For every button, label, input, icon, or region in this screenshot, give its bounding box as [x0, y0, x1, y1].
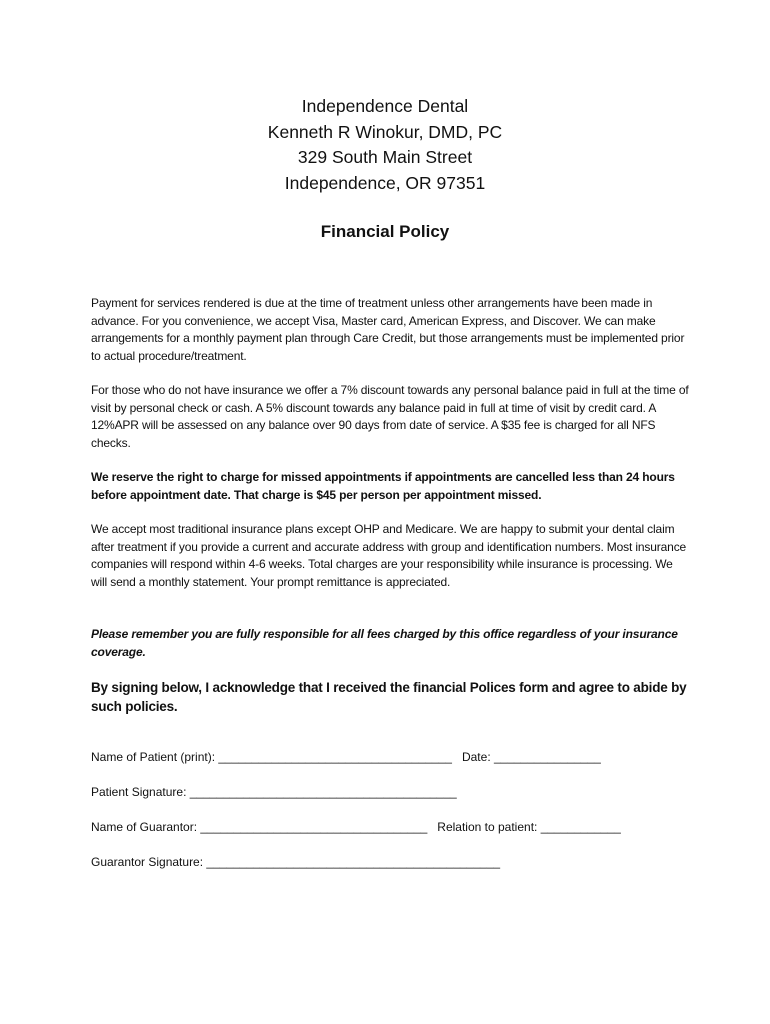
patient-name-field[interactable]: Name of Patient (print): ___________________________________ — [91, 750, 452, 764]
guarantor-name-field[interactable]: Name of Guarantor: __________________________________ — [91, 820, 428, 834]
date-field[interactable]: Date: ________________ — [461, 750, 601, 764]
responsibility-notice: Please remember you are fully responsible for all fees charged by this office regardless of your insurance coverage. — [91, 627, 678, 659]
payment-paragraph: Payment for services rendered is due at the time of treatment unless other arrangements have been made in advance. For you convenience, we accept Visa, Master card, American Express, and Discover. We can make arrangements for a monthly payment plan through Care Credit, but those arrangements must be implemented prior to actual procedure/treatment. — [91, 296, 685, 363]
insurance-paragraph: We accept most traditional insurance plans except OHP and Medicare. We are happy to submit your dental claim after treatment if you provide a current and accurate address with group and identification numbers. Most insurance companies will respond within 4-6 weeks. Total charges are your responsibility while insurance is processing. We will send a monthly statement. Your prompt remittance is appreciated. — [91, 522, 687, 589]
city-state-zip: Independence, OR 97351 — [284, 172, 486, 193]
patient-signature-field[interactable]: Patient Signature: ________________________________________ — [91, 785, 457, 799]
acknowledgement-statement: By signing below, I acknowledge that I received the financial Polices form and agree to abide by such policies. — [91, 680, 687, 714]
guarantor-signature-field[interactable]: Guarantor Signature: ____________________________________________ — [91, 855, 501, 869]
patient-name-row — [91, 750, 601, 764]
missed-appointment-paragraph: We reserve the right to charge for missed appointments if appointments are cancelled less than 24 hours before appointment date. That charge is $45 per person per appointment missed. — [91, 470, 675, 502]
guarantor-name-row — [91, 820, 621, 834]
relation-field[interactable]: Relation to patient: ____________ — [437, 820, 621, 834]
letterhead — [0, 94, 770, 196]
doctor-name: Kenneth R Winokur, DMD, PC — [267, 121, 503, 142]
street-address: 329 South Main Street — [297, 147, 473, 167]
practice-name: Independence Dental — [301, 96, 469, 116]
document-title: Financial Policy — [320, 222, 450, 241]
discount-paragraph: For those who do not have insurance we offer a 7% discount towards any personal balance paid in full at the time of visit by personal check or cash. A 5% discount towards any balance paid in full at time of visit by credit card. A 12%APR will be assessed on any balance over 90 days from date of service. A $35 fee is charged for all NFS checks. — [91, 383, 689, 450]
